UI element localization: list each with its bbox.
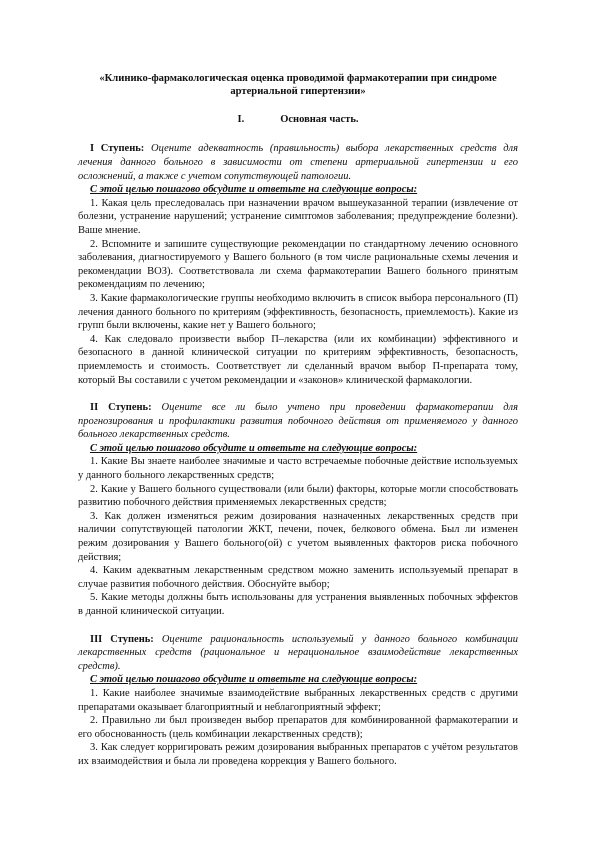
section-title: Основная часть. — [280, 113, 359, 125]
step-label: III Ступень: — [90, 633, 154, 645]
step-label: II Ступень: — [90, 402, 152, 414]
question-item: 5. Какие методы должны быть использованы для устранения выявленных побочных эффектов в данной клинической ситуации. — [78, 592, 518, 617]
question-item: 1. Какие Вы знаете наиболее значимые и часто встречаемые побочные действие используемых у данного больного лекарственных средств; — [78, 456, 518, 482]
step-text: Оцените адекватность (правильность) выбора лекарственных средств для лечения данного больного в зависимости от степени артериальной гипертензии и его осложнений, а также с учетом сопутствующей патологии. — [78, 143, 519, 182]
step-instruction: С этой целью пошагово обсудите и ответьте на следующие вопросы: — [90, 184, 418, 196]
question-item: 3. Как должен изменяться режим дозирования назначенных лекарственных средств при наличии сопутствующей патологии ЖКТ, печени, почек, белкового обмена. Был ли изменен режим дозирования у Вашего больного(ой) с учетом выявленных факторов риска побочного действия; — [78, 510, 518, 563]
section-number: I. — [237, 113, 245, 125]
step-block-3 — [78, 633, 518, 769]
question-item: 2. Вспомните и запишите существующие рекомендации по стандартному лечению основного заболевания, диагностируемого у Вашего больного (в том числе рациональные схемы лечения и рекомендации ВОЗ). Соответствовала ли схема фармакотерапии Вашего больного принятым рекомендациям по лечению; — [78, 238, 518, 291]
question-item: 2. Правильно ли был произведен выбор препаратов для комбинированной фармакотерапии и его обоснованность (цель комбинации лекарственных средств); — [78, 715, 518, 740]
question-item: 1. Какие наиболее значимые взаимодействие выбранных лекарственных средств с другими препаратами оказывает благоприятный и неблагоприятный эффект; — [78, 687, 518, 713]
step-block-1 — [78, 142, 518, 387]
question-item: 4. Как следовало произвести выбор П–лекарства (или их комбинации) эффективного и безопасного в данной клинической ситуации по критериям эффективность, безопасность, приемлемость и стоимость. Соответствует ли сделанный врачом выбор П-препарата тому, который Вы составили с учетом рекомендации и «законов» клинической фармакологии. — [78, 333, 518, 386]
step-text: Оцените рациональность используемый у данного больного комбинации лекарственных средств (рациональное и нерациональное взаимодействие лекарственных средств). — [78, 633, 518, 672]
document-page — [78, 72, 518, 769]
step-text: Оцените все ли было учтено при проведении фармакотерапии для прогнозирования и профилактики развития побочного действия от применяемого у данного больного лекарственных средств. — [78, 402, 519, 441]
question-item: 1. Какая цель преследовалась при назначении врачом вышеуказанной терапии (извлечение от болезни, устранение нарушений; устранение симптомов заболевания; предупреждение болезни). Ваше мнение. — [78, 197, 518, 236]
step-instruction: С этой целью пошагово обсудите и ответьте на следующие вопросы: — [90, 674, 418, 686]
step-label: I Ступень: — [90, 143, 145, 155]
step-heading — [78, 633, 518, 674]
step-heading — [78, 142, 518, 183]
step-heading — [78, 401, 518, 442]
question-item: 2. Какие у Вашего больного существовали (или были) факторы, которые могли способствовать развитию побочного действия применяемых лекарственных средств; — [78, 483, 518, 509]
question-item: 3. Как следует корригировать режим дозирования выбранных препаратов с учётом результатов их взаимодействия и была ли проведена коррекция у Вашего больного. — [78, 742, 518, 767]
question-item: 4. Каким адекватным лекарственным средством можно заменить используемый препарат в случае развития побочного действия. Обоснуйте выбор; — [78, 565, 518, 590]
document-title: «Клинико-фармакологическая оценка проводимой фармакотерапии при синдроме артериальной гипертензии» — [99, 73, 497, 98]
step-instruction: С этой целью пошагово обсудите и ответьте на следующие вопросы: — [90, 442, 418, 454]
question-item: 3. Какие фармакологические группы необходимо включить в список выбора персонального (П) лечения данного больного по критериям (эффективность, безопасность, приемлемость). Какие из групп были включены, какие нет у Вашего больного; — [78, 292, 518, 332]
step-block-2 — [78, 401, 518, 619]
section-heading — [78, 113, 518, 127]
